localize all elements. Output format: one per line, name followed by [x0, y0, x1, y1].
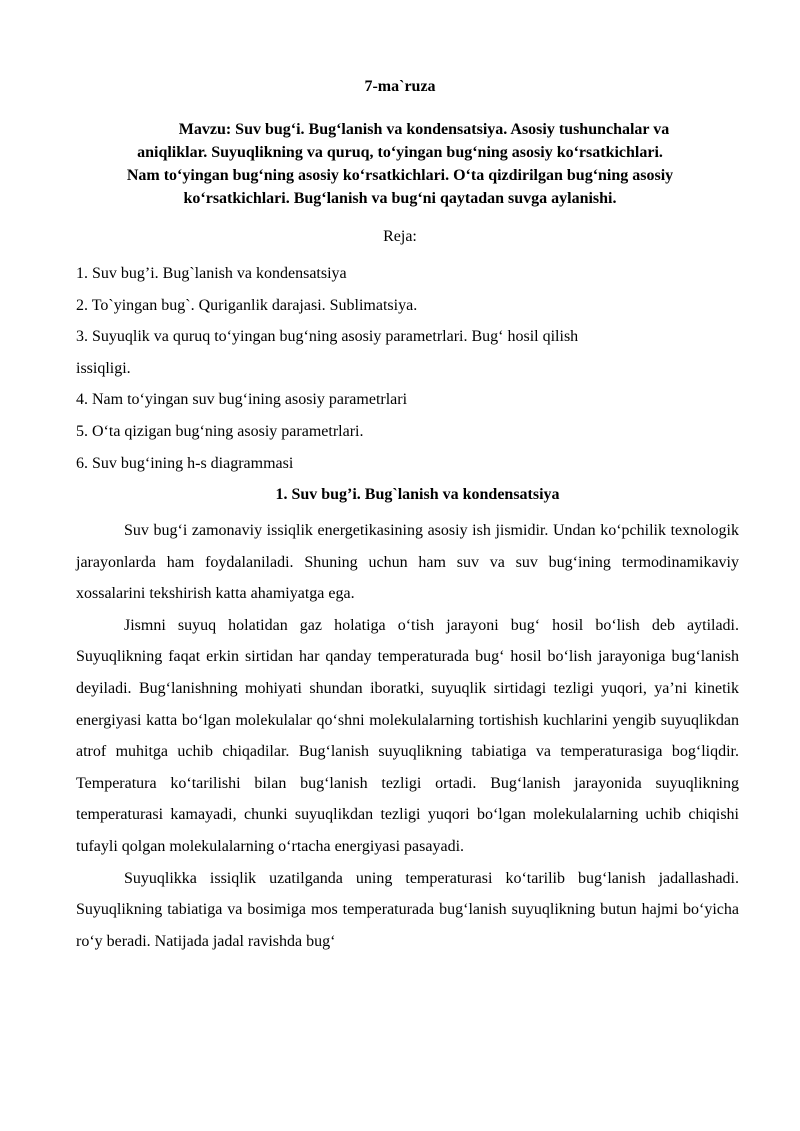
topic-line: Nam to‘yingan bug‘ning asosiy ko‘rsatkichlari. O‘ta qizdirilgan bug‘ning asosiy: [126, 167, 674, 184]
plan-item: 3. Suyuqlik va quruq to‘yingan bug‘ning asosiy parametrlari. Bug‘ hosil qilish: [76, 328, 579, 346]
plan-item: 1. Suv bug’i. Bug`lanish va kondensatsiya: [76, 265, 347, 282]
paragraph: Suyuqlikka issiqlik uzatilganda uning temperaturasi ko‘tarilib bug‘lanish jadallashadi. Suyuqlikning tabiatiga va bosimiga mos temperaturada bug‘lanish suyuqlikning butun hajmi bo‘yicha ro‘y beradi. Natijada jadal ravishda bug‘: [76, 869, 739, 950]
plan-item: 5. O‘ta qizigan bug‘ning asosiy parametrlari.: [76, 422, 364, 440]
topic-line: aniqliklar. Suyuqlikning va quruq, to‘yingan bug‘ning asosiy ko‘rsatkichlari.: [137, 144, 663, 161]
topic-line: Mavzu: Suv bug‘i. Bug‘lanish va kondensatsiya. Asosiy tushunchalar va: [178, 121, 670, 138]
plan-item: 2. To`yingan bug`. Quriganlik darajasi. Sublimatsiya.: [76, 296, 418, 314]
paragraph: Jismni suyuq holatidan gaz holatiga o‘tish jarayoni bug‘ hosil bo‘lish deb aytiladi. Suyuqlikning faqat erkin sirtidan har qanday temperaturada bug‘ hosil bo‘lish jarayoniga bug‘lanish deyiladi. Bug‘lanishning mohiyati shundan iboratki, suyuqlik sirtidagi tezligi yuqori, ya’ni kinetik energiyasi katta bo‘lgan molekulalar qo‘shni molekulalarning tortishish kuchlarini yengib suyuqlikdan atrof muhitga uchib chiqadilar. Bug‘lanish suyuqlikning tabiatiga va temperaturasiga bog‘liqdir. Temperatura ko‘tarilishi bilan bug‘lanish tezligi ortadi. Bug‘lanish jarayonida suyuqlikning temperaturasi kamayadi, chunki suyuqlikdan tezligi yuqori bo‘lgan molekulalarning uchib chiqishi tufayli qolgan molekulalarning o‘rtacha energiyasi pasayadi.: [76, 616, 739, 855]
topic-line: ko‘rsatkichlari. Bug‘lanish va bug‘ni qaytadan suvga aylanishi.: [183, 190, 617, 207]
plan-item: 6. Suv bug‘ining h-s diagrammasi: [76, 454, 294, 472]
plan-heading: Reja:: [383, 228, 417, 245]
lecture-topic: [80, 118, 720, 210]
plan-item: 4. Nam to‘yingan suv bug‘ining asosiy parametrlari: [76, 391, 408, 409]
paragraph: Suv bug‘i zamonaviy issiqlik energetikasining asosiy ish jismidir. Undan ko‘pchilik texnologik jarayonlarda ham foydalaniladi. Shuning uchun ham suv va suv bug‘ining termodinamikaviy xossalarini tekshirish katta ahamiyatga ega.: [76, 522, 739, 603]
lecture-title: 7-ma`ruza: [364, 78, 436, 95]
plan-item: issiqligi.: [76, 359, 131, 377]
plan-list: [76, 258, 736, 479]
body-text: [76, 515, 739, 957]
section-heading: 1. Suv bug’i. Bug`lanish va kondensatsiya: [275, 486, 560, 503]
